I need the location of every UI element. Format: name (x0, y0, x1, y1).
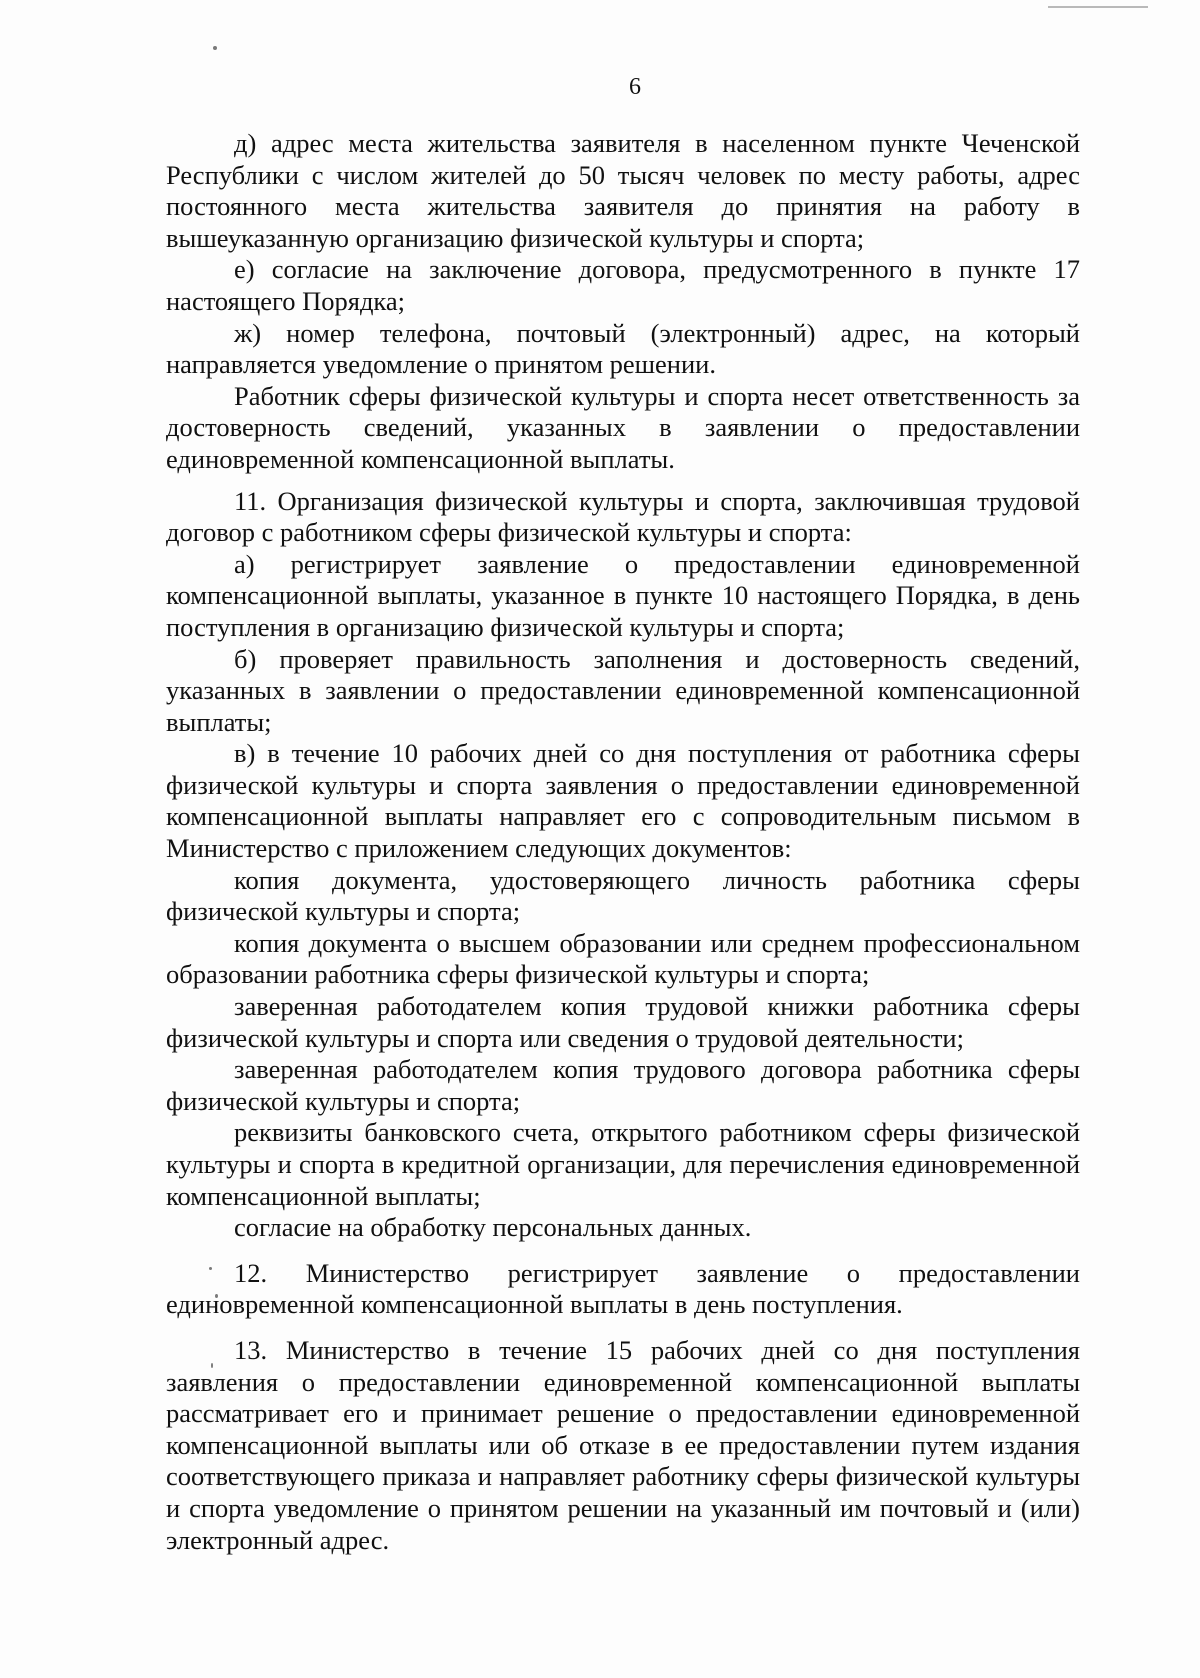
paragraph: Работник сферы физической культуры и спорта несет ответственность за достоверность сведений, указанных в заявлении о предоставлении единовременной компенсационной выплаты. (166, 380, 1080, 474)
document-body (166, 128, 1080, 1556)
scan-artifact-line (1048, 6, 1148, 8)
paragraph: 13. Министерство в течение 15 рабочих дней со дня поступления заявления о предоставлении единовременной компенсационной выплаты рассматривает его и принимает решение о предоставлении единовременной компенсационной выплаты или об отказе в ее предоставлении путем издания соответствующего приказа и направляет работнику сферы физической культуры и спорта уведомление о принятом решении на указанный им почтовый и (или) электронный адрес. (166, 1334, 1080, 1555)
paragraph: копия документа о высшем образовании или среднем профессиональном образовании работника сферы физической культуры и спорта; (166, 927, 1080, 990)
paragraph: в) в течение 10 рабочих дней со дня поступления от работника сферы физической культуры и спорта заявления о предоставлении единовременной компенсационной выплаты направляет его с сопроводительным письмом в Министерство с приложением следующих документов: (166, 738, 1080, 864)
paragraph: д) адрес места жительства заявителя в населенном пункте Чеченской Республики с числом жителей до 50 тысяч человек по месту работы, адрес постоянного места жительства заявителя до принятия на работу в вышеуказанную организацию физической культуры и спорта; (166, 128, 1080, 253)
paragraph: заверенная работодателем копия трудовой книжки работника сферы физической культуры и спорта или сведения о трудовой деятельности; (166, 991, 1080, 1053)
paragraph: заверенная работодателем копия трудового договора работника сферы физической культуры и спорта; (166, 1054, 1080, 1116)
paragraph: б) проверяет правильность заполнения и достоверность сведений, указанных в заявлении о предоставлении единовременной компенсационной выплаты; (166, 643, 1080, 737)
paragraph: 12. Министерство регистрирует заявление о предоставлении единовременной компенсационной выплаты в день поступления. (166, 1257, 1080, 1320)
page-number: 6 (629, 74, 641, 100)
paragraph: согласие на обработку персональных данных. (234, 1212, 752, 1243)
paragraph: ж) номер телефона, почтовый (электронный) адрес, на который направляется уведомление о принятом решении. (166, 317, 1080, 380)
scan-speck (213, 46, 217, 50)
paragraph: реквизиты банковского счета, открытого работником сферы физической культуры и спорта в кредитной организации, для перечисления единовременной компенсационной выплаты; (166, 1117, 1080, 1211)
paragraph: а) регистрирует заявление о предоставлении единовременной компенсационной выплаты, указанное в пункте 10 настоящего Порядка, в день поступления в организацию физической культуры и спорта; (166, 548, 1080, 642)
paragraph: е) согласие на заключение договора, предусмотренного в пункте 17 настоящего Порядка; (166, 254, 1080, 316)
paragraph: копия документа, удостоверяющего личность работника сферы физической культуры и спорта; (166, 864, 1080, 927)
paragraph: 11. Организация физической культуры и спорта, заключившая трудовой договор с работником сферы физической культуры и спорта: (166, 485, 1080, 548)
